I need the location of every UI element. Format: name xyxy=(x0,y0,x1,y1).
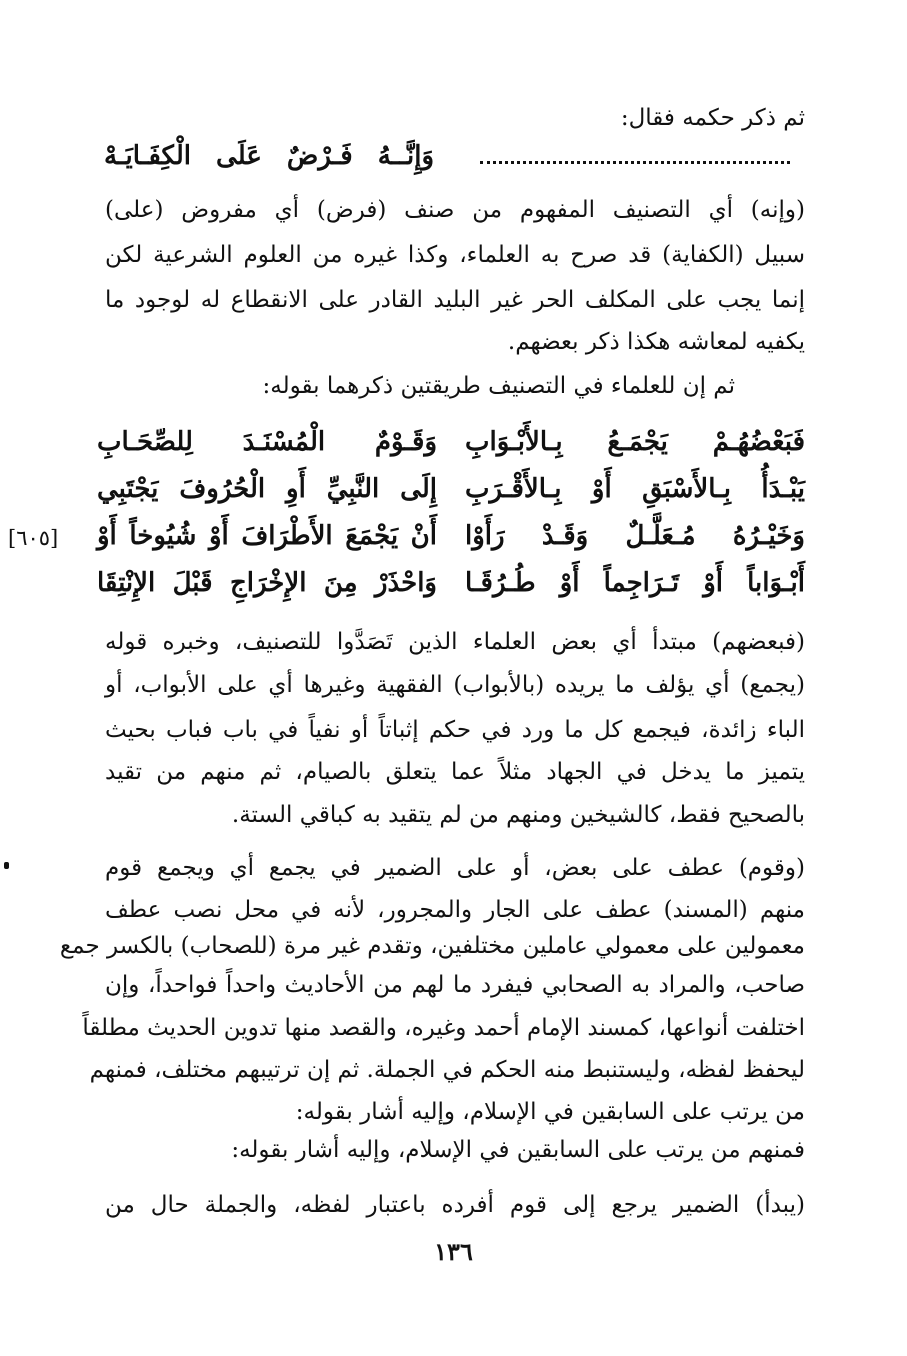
verse-row-4 xyxy=(97,559,805,607)
dotted-separator xyxy=(480,155,790,164)
verse-number: [٦٠٥] xyxy=(8,526,59,550)
para2-line-1: (فبعضهم) مبتدأ أي بعض العلماء الذين تَصَدَّوا للتصنيف، وخبره قوله xyxy=(105,629,805,655)
para3-line-3: معمولين على معمولي عاملين مختلفين، وتقدم غير مرة (للصحاب) بالكسر جمع xyxy=(59,933,805,959)
para3-line-2: منهم (المسند) عطف على الجار والمجرور، لأنه في محل نصب عطف xyxy=(105,897,805,923)
margin-mark xyxy=(4,862,9,869)
para3-line-6: ليحفظ لفظه، وليستنبط منه الحكم في الجملة. ثم إن ترتيبهم مختلف، فمنهم xyxy=(89,1057,805,1083)
verse-4-left: وَاحْذَرْ مِنَ الإِخْرَاجِ قَبْلَ الإِنْتِقَا xyxy=(97,568,437,598)
intro2-line: ثم إن للعلماء في التصنيف طريقتين ذكرهما بقوله: xyxy=(262,373,735,399)
para2-line-4: يتميز ما يدخل في الجهاد مثلاً عما يتعلق بالصيام، ثم منهم من تقيد xyxy=(105,759,805,785)
para1-line-2: سبيل (الكفاية) قد صرح به العلماء، وكذا غيره من العلوم الشرعية لكن xyxy=(105,242,805,268)
verse-2-right: يَبْـدَأُ بِـالأَسْبَقِ أَوْ بِـالأَقْـرَبِ xyxy=(465,474,805,504)
para2-line-2: (يجمع) أي يؤلف ما يريده (بالأبواب) الفقهية وغيرها أي على الأبواب، أو xyxy=(105,672,805,698)
para1-line-3: إنما يجب على المكلف الحر غير البليد القادر على الانقطاع له لوجود ما xyxy=(105,287,805,313)
para3-line-7: من يرتب على السابقين في الإسلام، وإليه أشار بقوله: xyxy=(295,1099,805,1125)
header-line: ثم ذكر حكمه فقال: xyxy=(620,105,805,131)
para3-line-1: (وقوم) عطف على بعض، أو على الضمير في يجمع أي ويجمع قوم xyxy=(105,855,805,881)
para4-line-1: (يبدأ) الضمير يرجع إلى قوم أفرده باعتبار لفظه، والجملة حال من xyxy=(105,1192,805,1218)
verse-first: وَإِنَّــهُ فَـرْضٌ عَلَى الْكِفَـايَـهْ xyxy=(104,141,434,171)
para3-line-8: فمنهم من يرتب على السابقين في الإسلام، وإليه أشار بقوله: xyxy=(231,1137,805,1163)
verse-1-left: وَقَـوْمٌ الْمُسْنَـدَ لِلصِّحَـابِ xyxy=(97,427,437,457)
para3-line-5: اختلفت أنواعها، كمسند الإمام أحمد وغيره، والقصد منها تدوين الحديث مطلقاً xyxy=(82,1015,805,1041)
para1-line-1: (وإنه) أي التصنيف المفهوم من صنف (فرض) أي مفروض (على) xyxy=(105,197,805,223)
para1-line-4: يكفيه لمعاشه هكذا ذكر بعضهم. xyxy=(507,329,805,355)
verse-3-right: وَخَيْـرُهُ مُـعَلَّـلٌ وَقَـدْ رَأَوْا xyxy=(465,521,805,551)
verse-4-right: أَبْـوَاباً أَوْ تَـرَاجِماً أَوْ طُـرُقَـا xyxy=(465,568,805,598)
verse-3-left: أَنْ يَجْمَعَ الأَطْرَافَ أَوْ شُيُوخاً أَوْ xyxy=(97,521,437,551)
para2-line-3: الباء زائدة، فيجمع كل ما ورد في حكم إثباتاً أو نفياً في باب فباب بحيث xyxy=(105,717,805,743)
verse-row-1 xyxy=(97,418,805,466)
page-number: ١٣٦ xyxy=(434,1237,473,1266)
verse-2-left: إِلَى النَّبِيِّ أَوِ الْحُرُوفَ يَجْتَبِي xyxy=(97,474,437,504)
para2-line-5: بالصحيح فقط، كالشيخين ومنهم من لم يتقيد به كباقي الستة. xyxy=(231,802,805,828)
verse-row-3 xyxy=(97,512,805,560)
verse-1-right: فَبَعْضُهُـمْ يَجْمَـعُ بِـالأَبْـوَابِ xyxy=(465,427,805,457)
verse-row-2 xyxy=(97,465,805,513)
para3-line-4: صاحب، والمراد به الصحابي فيفرد ما لهم من الأحاديث واحداً فواحداً، وإن xyxy=(105,972,805,998)
